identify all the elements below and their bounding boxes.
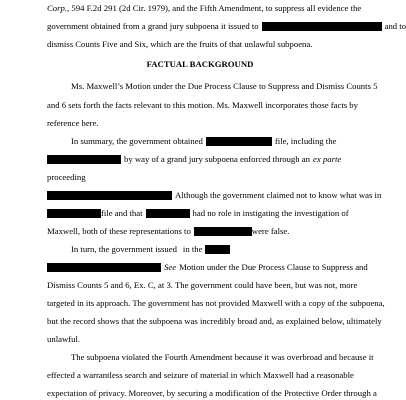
p3-line-4 (47, 298, 385, 309)
p0-text: dismiss Counts Five and Six, which are the fruits of that unlawful subpoena. (47, 39, 313, 49)
section-heading: FACTUAL BACKGROUND (146, 59, 254, 69)
redaction-box (262, 22, 382, 31)
p1-text: Ms. Maxwell’s Motion under the Due Process Clause to Suppress and Dismiss Counts 5 (71, 81, 378, 91)
p1-line-1 (71, 81, 378, 92)
p2-text: file, including the (274, 136, 337, 146)
p3-text: Dismiss Counts 5 and 6, Ex. C, at 3. The government could have been, but was not, more (47, 280, 358, 290)
p3-line-1 (71, 244, 357, 255)
p3-text: unlawful. (47, 334, 81, 344)
p4-text: expectation of privacy. Moreover, by securing a modification of the Protective Order through a (47, 388, 377, 398)
p3-text: but the record shows that the subpoena was incredibly broad and, as explained below, ultimately (47, 316, 382, 326)
p3-line-2 (47, 262, 368, 273)
p4-line-2 (47, 370, 357, 381)
redaction-box (47, 155, 121, 164)
p2-text: Although the government claimed not to know what was in (175, 190, 382, 200)
redaction-box (146, 209, 190, 218)
p4-text: effected a warrantless search and seizure of material in which Maxwell had a reasonable (47, 370, 354, 380)
p2-line-2 (47, 154, 357, 165)
p0-text: , 594 F.2d 291 (2d Cir. 1979), and the Fifth Amendment, to suppress all evidence the (67, 3, 362, 13)
p2-line-1 (71, 136, 357, 147)
p2-text: In summary, the government obtained (71, 136, 203, 146)
redaction-box (206, 137, 272, 146)
p3-line-6 (47, 334, 357, 345)
p2-text: by way of a grand jury subpoena enforced through an (124, 154, 310, 164)
redaction-box (47, 263, 161, 272)
p4-line-3 (47, 388, 377, 399)
p4-line-1 (71, 352, 374, 363)
p1-text: and 6 sets forth the facts relevant to this motion. Ms. Maxwell incorporates those facts by (47, 100, 358, 110)
p2-text: file and that (101, 208, 143, 218)
p0-line-1 (47, 3, 362, 14)
p3-text: in the (182, 244, 203, 254)
p0-line-2 (47, 21, 406, 32)
p0-text: government obtained from a grand jury subpoena it issued to (47, 21, 259, 31)
p2-line-6 (47, 226, 357, 237)
redaction-box (47, 209, 101, 218)
p3-text: In turn, the government issued (71, 244, 177, 254)
case-name: Corp. (47, 3, 68, 13)
p2-text: were false. (251, 226, 290, 236)
p0-text: and to (384, 21, 406, 31)
p1-line-3 (47, 118, 357, 129)
redaction-box (47, 191, 172, 200)
p2-line-4 (47, 190, 382, 201)
p2-text: had no role in instigating the investigation of (192, 208, 349, 218)
p3-line-3 (47, 280, 357, 291)
p2-line-3 (47, 172, 357, 183)
p2-line-5 (47, 208, 357, 219)
redaction-box (205, 245, 230, 254)
p2-text: proceeding (47, 172, 86, 182)
p2-text: Maxwell, both of these representations to (47, 226, 191, 236)
p3-text: targeted in its approach. The government has not provided Maxwell with a copy of the subpoena, (47, 298, 385, 308)
p1-line-2 (47, 100, 357, 111)
p3-line-5 (47, 316, 382, 327)
p0-line-3 (47, 39, 357, 50)
ex-parte-italic: ex parte (313, 154, 342, 164)
see-italic: See (164, 262, 177, 272)
p1-text: reference here. (47, 118, 99, 128)
redaction-box (194, 227, 252, 236)
p3-text: Motion under the Due Process Clause to Suppress and (179, 262, 368, 272)
p4-text: The subpoena violated the Fourth Amendment because it was overbroad and because it (71, 352, 374, 362)
